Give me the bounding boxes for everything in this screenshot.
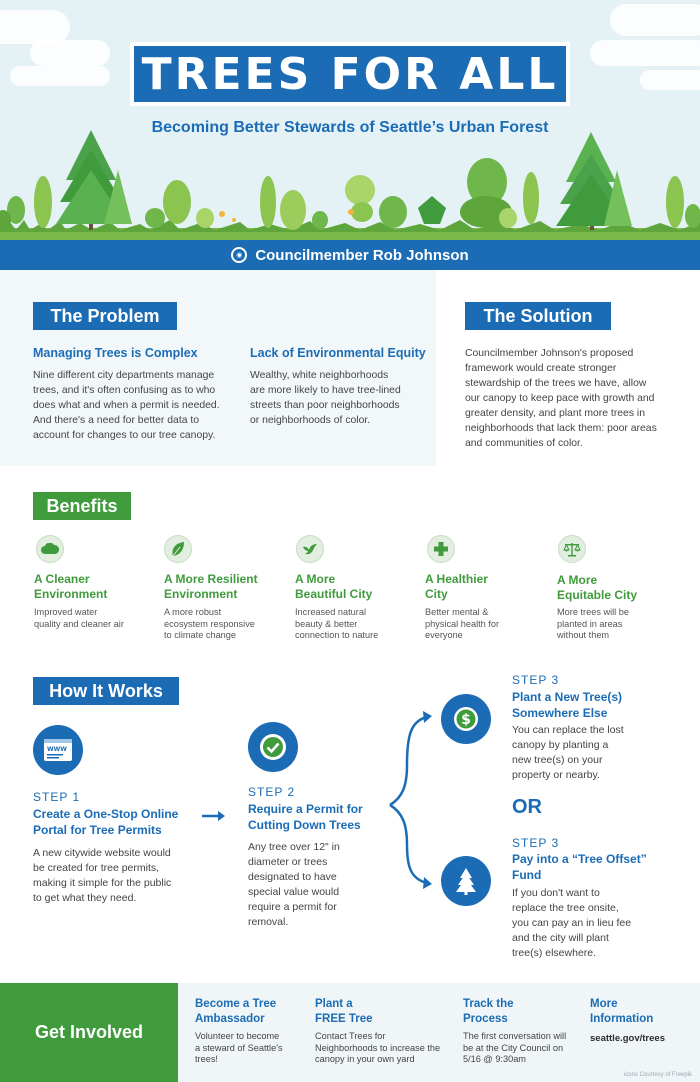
step-3a-label: STEP 3 xyxy=(512,673,560,687)
how-it-works-label: How It Works xyxy=(33,677,179,705)
text-line: removal. xyxy=(248,916,289,928)
pine-tree-icon xyxy=(441,856,491,906)
text-line: and the city will plant xyxy=(512,932,609,944)
cloud-icon xyxy=(36,535,64,563)
text-line: A More xyxy=(557,573,598,587)
bird-icon xyxy=(296,535,324,563)
text-line: special value would xyxy=(248,886,340,898)
text-line: A new citywide website would xyxy=(33,847,171,859)
cloud-shape xyxy=(10,66,110,86)
text-line: trees, and it's often confusing as to who xyxy=(33,385,216,396)
more-info-link[interactable] xyxy=(590,1033,665,1045)
text-line: everyone xyxy=(425,630,463,640)
benefit-text xyxy=(557,607,629,642)
step-3b-text xyxy=(512,886,692,961)
text-line: Pay into a “Tree Offset” xyxy=(512,852,647,866)
or-divider: OR xyxy=(512,796,542,818)
text-line: Portal for Tree Permits xyxy=(33,823,162,837)
text-line: Environment xyxy=(34,587,108,601)
text-line: be created for tree permits, xyxy=(33,862,160,874)
text-line: You can replace the lost xyxy=(512,724,624,736)
text-line: does what and when a permit is needed. xyxy=(33,400,220,411)
involved-title xyxy=(463,997,514,1027)
text-line: diameter or trees xyxy=(248,856,328,868)
page-title: TREES FOR ALL xyxy=(141,48,559,100)
benefit-text xyxy=(425,607,499,642)
text-line: A Healthier xyxy=(425,572,488,586)
text-line: Equitable City xyxy=(557,588,638,602)
text-line: canopy by planting a xyxy=(512,739,609,751)
text-line: 5/16 @ 9:30am xyxy=(463,1054,526,1064)
text-line: property or nearby. xyxy=(512,769,600,781)
step-2-title xyxy=(248,801,363,833)
text-line: require a permit for xyxy=(248,901,337,913)
text-line: Plant a xyxy=(315,998,353,1010)
involved-title xyxy=(315,997,373,1027)
branch-arrows-icon xyxy=(385,705,435,895)
text-line: physical health for xyxy=(425,618,500,629)
problem-heading-1: Managing Trees is Complex xyxy=(33,346,198,360)
text-line: to get what they need. xyxy=(33,892,137,904)
step-3a-text xyxy=(512,723,682,783)
text-line: quality and cleaner air xyxy=(34,618,124,629)
step-3b-title xyxy=(512,851,647,883)
text-line: The first conversation will xyxy=(463,1031,567,1041)
leaf-icon xyxy=(164,535,192,563)
text-line: tree(s) elsewhere. xyxy=(512,947,597,959)
text-line: trees! xyxy=(195,1054,218,1064)
city-seal-icon: ◉ xyxy=(231,247,247,263)
step-1-text xyxy=(33,846,203,906)
text-line: to climate change xyxy=(164,630,237,640)
benefits-label: Benefits xyxy=(33,492,131,520)
text-line: FREE Tree xyxy=(315,1013,373,1025)
forest-illustration xyxy=(0,120,700,240)
text-line: without them xyxy=(557,630,610,640)
text-line: And there's a need for better data to xyxy=(33,415,200,426)
step-3b-label: STEP 3 xyxy=(512,836,560,850)
benefit-title xyxy=(34,572,107,602)
text-line: Cutting Down Trees xyxy=(248,818,361,832)
step-2-label: STEP 2 xyxy=(248,785,296,799)
text-line: streets than poor neighborhoods xyxy=(250,400,400,411)
text-line: are more likely to have tree-lined xyxy=(250,385,401,396)
website-icon xyxy=(33,725,83,775)
text-line: A More Resilient xyxy=(164,572,258,586)
text-line: or neighborhoods of color. xyxy=(250,415,371,426)
text-line: Ambassador xyxy=(195,1013,265,1025)
involved-text xyxy=(463,1031,566,1066)
text-line: A more robust xyxy=(164,607,222,617)
text-line: Fund xyxy=(512,868,542,882)
dollar-icon xyxy=(441,694,491,744)
text-line: connection to nature xyxy=(295,630,379,640)
icon-credit: icons Courtesy of Freepik xyxy=(623,1072,692,1078)
benefit-text xyxy=(164,607,255,642)
text-line: Plant a New Tree(s) xyxy=(512,690,623,704)
text-line: Neighborhoods to increase the xyxy=(315,1042,441,1053)
text-line: beauty & better xyxy=(295,618,358,629)
checkmark-icon xyxy=(248,722,298,772)
text-line: Somewhere Else xyxy=(512,706,608,720)
solution-label: The Solution xyxy=(465,302,611,330)
benefit-title xyxy=(425,572,488,602)
benefit-title xyxy=(295,572,372,602)
problem-text-2 xyxy=(250,368,430,428)
text-line[interactable]: seattle.gov/trees xyxy=(590,1033,665,1044)
text-line: Increased natural xyxy=(295,607,366,617)
text-line: new tree(s) on your xyxy=(512,754,603,766)
text-line: City xyxy=(425,587,448,601)
text-line: Become a Tree xyxy=(195,998,277,1010)
arrow-right-icon xyxy=(200,810,228,822)
text-line: greater density, and plant more trees in xyxy=(465,408,646,419)
header-banner xyxy=(0,0,700,240)
text-line: Contact Trees for xyxy=(315,1031,386,1041)
involved-text xyxy=(195,1031,283,1066)
text-line: Require a Permit for xyxy=(248,802,363,816)
text-line: Environment xyxy=(164,587,238,601)
text-line: Wealthy, white neighborhoods xyxy=(250,370,389,381)
text-line: Information xyxy=(590,1013,654,1025)
scales-icon xyxy=(558,535,586,563)
get-involved-box xyxy=(0,983,178,1082)
councilmember-ribbon xyxy=(0,240,700,270)
text-line: Process xyxy=(463,1013,508,1025)
text-line: canopy in your own yard xyxy=(315,1054,415,1064)
page-subtitle: Becoming Better Stewards of Seattle’s Urban Forest xyxy=(151,119,549,136)
text-line: be at the City Council on xyxy=(463,1042,564,1053)
website-icon-label: WWW xyxy=(47,746,67,753)
text-line: a steward of Seattle's xyxy=(195,1042,283,1053)
text-line: Track the xyxy=(463,998,514,1010)
text-line: A More xyxy=(295,572,336,586)
text-line: you can pay an in lieu fee xyxy=(512,917,632,929)
text-line: Nine different city departments manage xyxy=(33,370,215,381)
step-2-text xyxy=(248,840,378,930)
benefit-text xyxy=(34,607,124,630)
text-line: account for changes to our tree canopy. xyxy=(33,430,216,441)
involved-title xyxy=(195,997,276,1027)
text-line: More trees will be xyxy=(557,607,629,617)
text-line: making it simple for the public xyxy=(33,877,172,889)
cloud-shape xyxy=(30,40,110,66)
problem-text-1 xyxy=(33,368,243,443)
text-line: stewardship of the trees we have, allow xyxy=(465,378,647,389)
text-line: planted in areas xyxy=(557,618,623,629)
benefit-title xyxy=(557,573,637,603)
text-line: Any tree over 12" in xyxy=(248,841,340,853)
step-1-label: STEP 1 xyxy=(33,790,81,804)
text-line: replace the tree onsite, xyxy=(512,902,619,914)
text-line: Improved water xyxy=(34,607,98,617)
health-cross-icon xyxy=(427,535,455,563)
problem-heading-2: Lack of Environmental Equity xyxy=(250,346,426,360)
text-line: ecosystem responsive xyxy=(164,618,255,629)
text-line: designated to have xyxy=(248,871,337,883)
cloud-shape xyxy=(0,10,70,44)
dollar-sign: $ xyxy=(461,712,471,728)
text-line: neighborhoods that lack them: poor areas xyxy=(465,423,657,434)
cloud-shape xyxy=(610,4,700,36)
benefit-text xyxy=(295,607,378,642)
cloud-shape xyxy=(590,40,700,66)
cloud-shape xyxy=(640,70,700,90)
get-involved-label: Get Involved xyxy=(34,1022,144,1042)
text-line: Create a One-Stop Online xyxy=(33,807,179,821)
text-line: A Cleaner xyxy=(34,572,90,586)
text-line: Councilmember Johnson's proposed xyxy=(465,348,634,359)
involved-title xyxy=(590,997,653,1027)
text-line: framework would create stronger xyxy=(465,363,617,374)
text-line: If you don't want to xyxy=(512,887,600,899)
solution-text xyxy=(465,346,691,451)
councilmember-name: Councilmember Rob Johnson xyxy=(255,246,469,264)
text-line: More xyxy=(590,998,618,1010)
text-line: Better mental & xyxy=(425,607,489,617)
benefit-title xyxy=(164,572,258,602)
involved-text xyxy=(315,1031,440,1066)
text-line: Beautiful City xyxy=(295,587,373,601)
text-line: Volunteer to become xyxy=(195,1031,280,1041)
text-line: our canopy to keep pace with growth and xyxy=(465,393,655,404)
problem-label: The Problem xyxy=(33,302,177,330)
step-3a-title xyxy=(512,689,622,721)
step-1-title xyxy=(33,806,178,838)
text-line: and communities of color. xyxy=(465,438,583,449)
title-box xyxy=(130,42,570,106)
